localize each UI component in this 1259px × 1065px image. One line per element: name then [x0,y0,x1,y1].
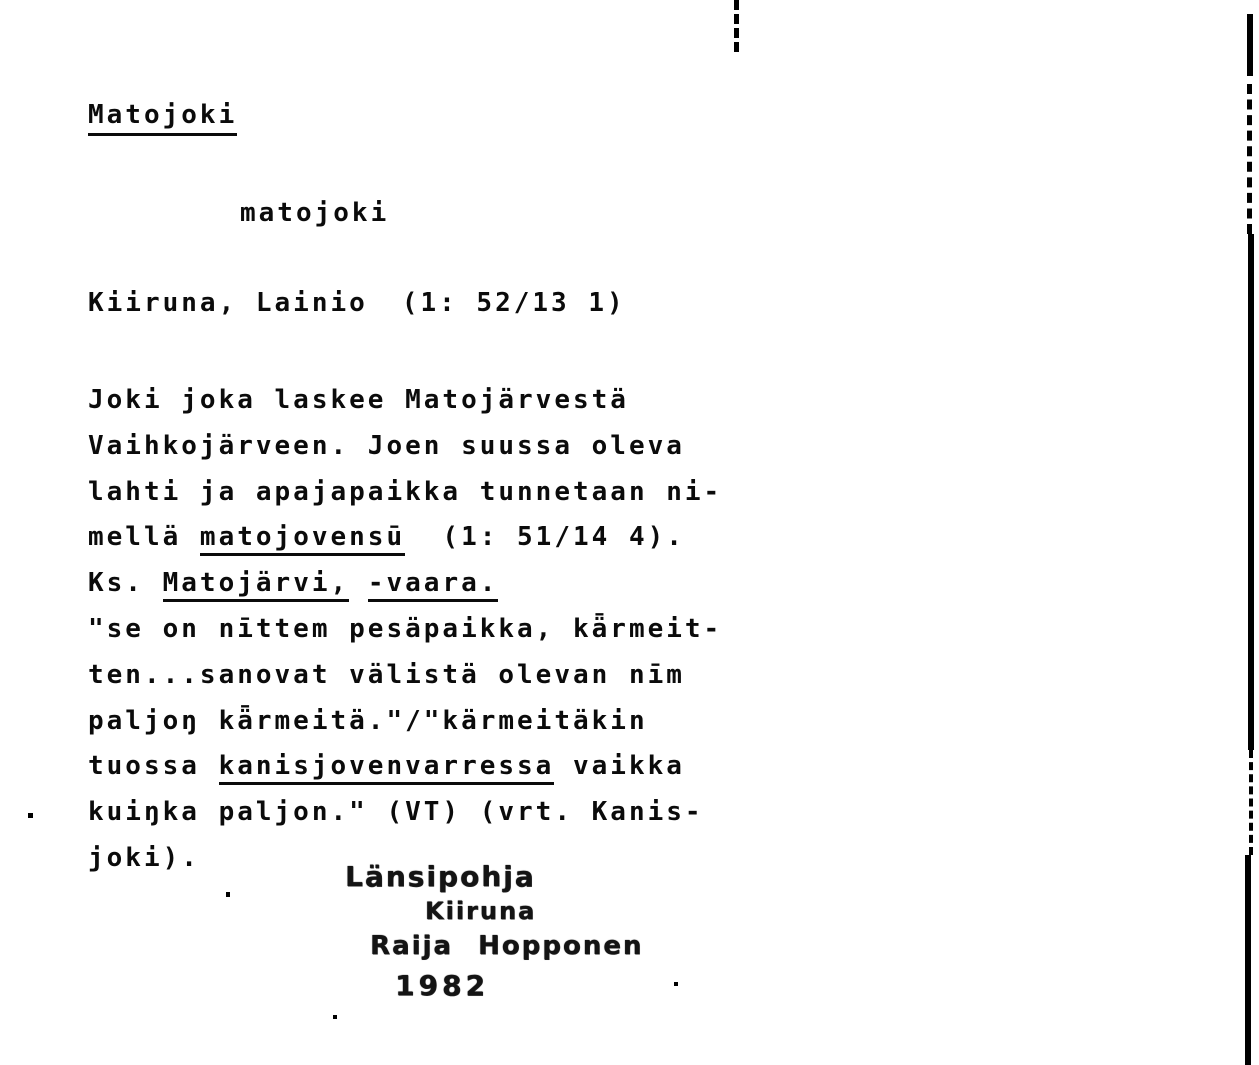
locality-line [88,288,626,318]
underlined-name: matojovensū [200,522,405,556]
body-line [88,477,722,523]
body-line [88,431,722,477]
body-segment: Joki joka laskee Matojärvestä [88,385,629,415]
body-line [88,385,722,431]
stamp-year: 1982 [395,969,489,1002]
scan-edge-artifact [1245,855,1251,1065]
title-text: Matojoki [88,100,237,136]
body-line [88,568,722,614]
body-text [88,385,722,889]
scan-edge-artifact [1248,234,1254,750]
stamp-parish: Kiiruna [425,897,537,925]
scan-edge-artifact [1247,14,1253,76]
body-line [88,706,722,752]
ink-speck [333,1015,337,1019]
locality-place: Kiiruna, Lainio [88,288,368,318]
scan-fold-mark [734,0,739,52]
stamp-collector: Raija Hopponen [370,931,644,961]
body-line [88,614,722,660]
body-segment: lahti ja apajapaikka tunnetaan ni- [88,476,723,507]
underlined-name: Matojärvi, [163,568,350,602]
body-segment: Vaihkojärveen. Joen suussa oleva [88,430,685,461]
body-segment: kuiŋka paljon." (VT) (vrt. Kanis- [88,797,704,828]
body-line [88,660,722,706]
underlined-name: -vaara. [368,568,499,602]
map-reference: (1: 52/13 1) [401,288,626,318]
scan-edge-artifact [1247,84,1252,234]
body-segment: "se on nīttem pesäpaikka, kǟrmeit- [88,613,723,644]
ink-speck [226,892,230,897]
body-segment: tuossa [88,751,219,782]
page-title [88,100,237,130]
ink-speck [674,982,678,986]
body-line [88,522,722,568]
underlined-name: kanisjovenvarressa [219,751,555,785]
body-segment: paljoŋ kǟrmeitä."/"kärmeitäkin [88,705,648,736]
body-segment: mellä [88,522,200,553]
body-segment: Ks. [88,568,163,599]
body-segment: vaikka [554,751,685,782]
body-line [88,751,722,797]
scan-edge-artifact [1249,750,1253,855]
body-segment: joki). [88,842,200,873]
subtitle-lemma: matojoki [240,198,390,228]
body-segment: ten...sanovat välistä olevan nīm [88,659,685,690]
ink-speck [28,813,33,818]
body-line [88,797,722,843]
stamp-region: Länsipohja [345,860,536,893]
body-segment [349,568,368,598]
body-segment: (1: 51/14 4). [405,522,685,553]
